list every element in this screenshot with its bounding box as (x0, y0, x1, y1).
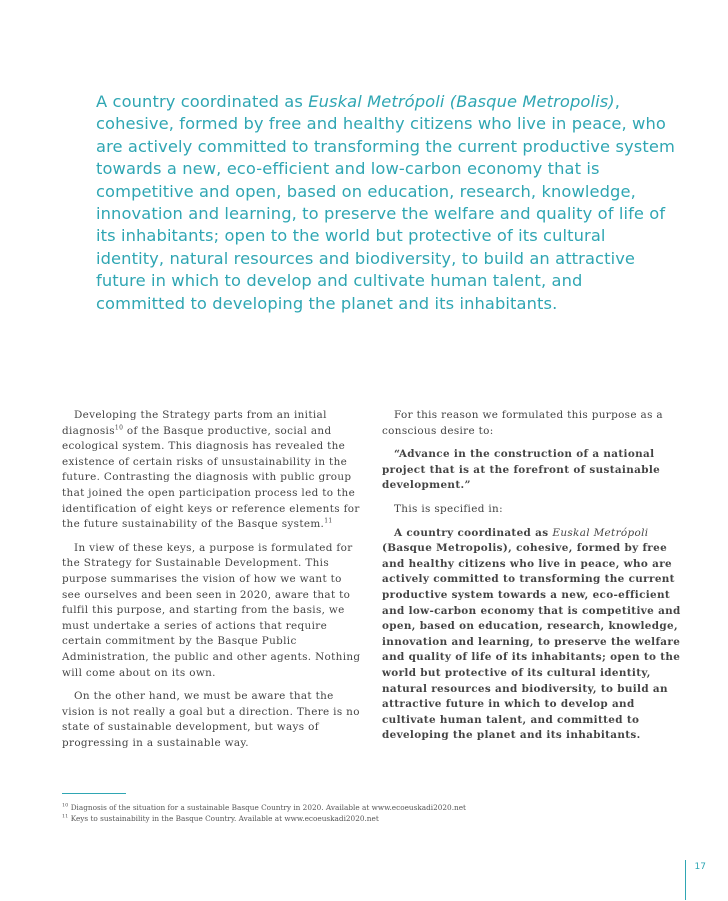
left-paragraph-2: In view of these keys, a purpose is formulated for the Strategy for Sustainable Development. This purpose summarises the vision of how we want to see ourselves and been seen in 2020, aware that to fulfil this purpose, and starting from the basis, we must undertake a series of actions that require certain commitment by the Basque Public Administration, the public and other agents. Nothing will come about on its own. (62, 541, 361, 679)
vision-statement: A country coordinated as Euskal Metrópoli (Basque Metropolis), cohesive, formed by free and healthy citizens who live in peace, who are actively committed to transforming the current productive system towards a new, eco-efficient and low-carbon economy that is competitive and open, based on education, research, knowledge, innovation and learning, to preserve the welfare and quality of life of its inhabitants; open to the world but protective of its cultural identity, natural resources and biodiversity, to build an attractive future in which to develop and cultivate human talent, and committed to developing the planet and its inhabitants. (382, 526, 681, 742)
right-column (382, 408, 688, 752)
right-paragraph-2: This is specified in: (394, 502, 503, 515)
footnote-11: $^{11}$ Keys to sustainability in the Basque Country. Available at www.ecoeuskadi2020.net (62, 813, 379, 823)
lead-italic-name: Euskal Metrópoli (Basque Metropolis) (308, 92, 615, 111)
right-paragraph-1: For this reason we formulated this purpose as a conscious desire to: (382, 409, 663, 437)
left-column (62, 408, 362, 759)
purpose-quote: “Advance in the construction of a national project that is at the forefront of sustainable development.” (382, 448, 661, 492)
footnote-ref-10: 10 (114, 424, 124, 432)
footnote-divider (62, 793, 126, 794)
left-paragraph-3: On the other hand, we must be aware that the vision is not really a goal but a direction. There is no state of sustainable development, but ways of progressing in a sustainable way. (62, 690, 360, 749)
footnote-10: $^{10}$ Diagnosis of the situation for a sustainable Basque Country in 2020. Available at www.ecoeuskadi2020.net (62, 802, 466, 812)
footnotes (62, 802, 662, 824)
page-number-divider (685, 860, 686, 900)
lead-statement: A country coordinated as Euskal Metrópoli (Basque Metropolis), cohesive, formed by free and healthy citizens who live in peace, who are actively committed to transforming the current productive system towards a new, eco-efficient and low-carbon economy that is competitive and open, based on education, research, knowledge, innovation and learning, to preserve the welfare and quality of life of its inhabitants; open to the world but protective of its cultural identity, natural resources and biodiversity, to build an attractive future in which to develop and cultivate human talent, and committed to developing the planet and its inhabitants. (96, 92, 675, 313)
footnote-ref-11: 11 (324, 517, 333, 525)
left-paragraph-1: Developing the Strategy parts from an initial diagnosis$^{10}$ of the Basque productive, social and ecological system. This diagnosis has revealed the existence of certain risks of unsustainability in the future. Contrasting the diagnosis with public group that joined the open participation process led to the identification of eight keys or reference elements for the future sustainability of the Basque system.$^{11}$ (62, 409, 360, 531)
page-number: 17 (694, 862, 706, 872)
